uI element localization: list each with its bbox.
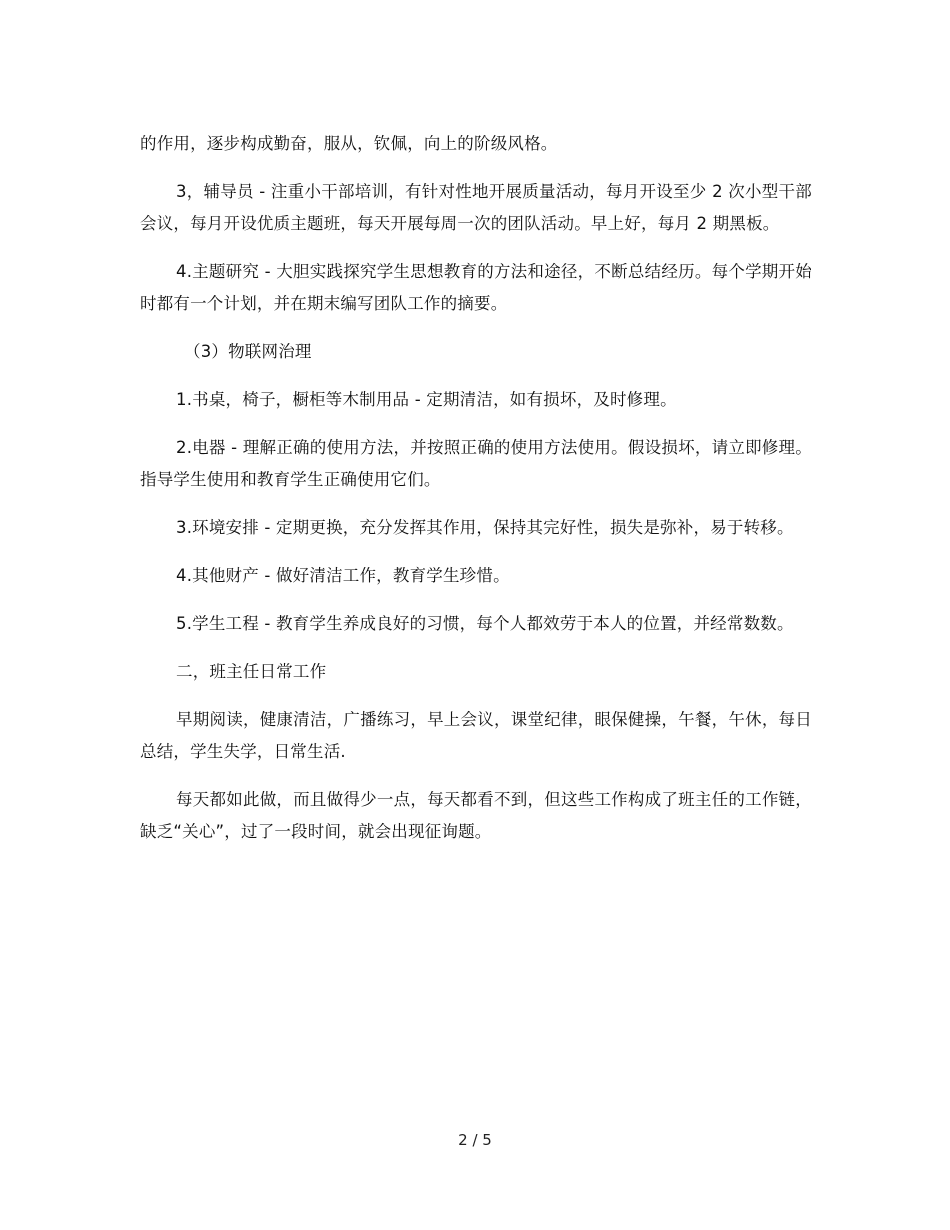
paragraph-theme-research: 4.主题研究 - 大胆实践探究学生思想教育的方法和途径，不断总结经历。每个学期开始时都有一个计划，并在期末编写团队工作的摘要。 [140, 262, 812, 313]
paragraph-environment: 3.环境安排 - 定期更换，充分发挥其作用，保持其完好性，损失是弥补，易于转移。 [176, 518, 794, 537]
paragraph-student-project: 5.学生工程 - 教育学生养成良好的习惯，每个人都效劳于本人的位置，并经常数数。 [176, 614, 794, 633]
document-body [140, 128, 812, 864]
paragraph-furniture: 1.书桌，椅子，橱柜等木制用品 - 定期清洁，如有损坏，及时修理。 [176, 390, 677, 409]
paragraph-daily-routine: 早期阅读，健康清洁，广播练习，早上会议，课堂纪律，眼保健操，午餐，午休，每日总结，学生失学，日常生活. [140, 710, 812, 761]
paragraph-work-chain: 每天都如此做，而且做得少一点，每天都看不到，但这些工作构成了班主任的工作链，缺乏“关心”，过了一段时间，就会出现征询题。 [140, 790, 812, 841]
paragraph-appliances: 2.电器 - 理解正确的使用方法，并按照正确的使用方法使用。假设损坏，请立即修理。指导学生使用和教育学生正确使用它们。 [140, 438, 812, 489]
paragraph-other-property: 4.其他财产 - 做好清洁工作，教育学生珍惜。 [176, 566, 510, 585]
paragraph-continuation: 的作用，逐步构成勤奋，服从，钦佩，向上的阶级风格。 [140, 134, 558, 153]
paragraph-counselor: 3，辅导员 - 注重小干部培训，有针对性地开展质量活动，每月开设至少 2 次小型干部会议，每月开设优质主题班，每天开展每周一次的团队活动。早上好，每月 2 期黑板。 [140, 182, 812, 233]
section-heading-iot-management: （3）物联网治理 [184, 342, 312, 361]
page-number: 2 / 5 [458, 1131, 492, 1149]
section-heading-daily-work: 二，班主任日常工作 [176, 662, 327, 681]
